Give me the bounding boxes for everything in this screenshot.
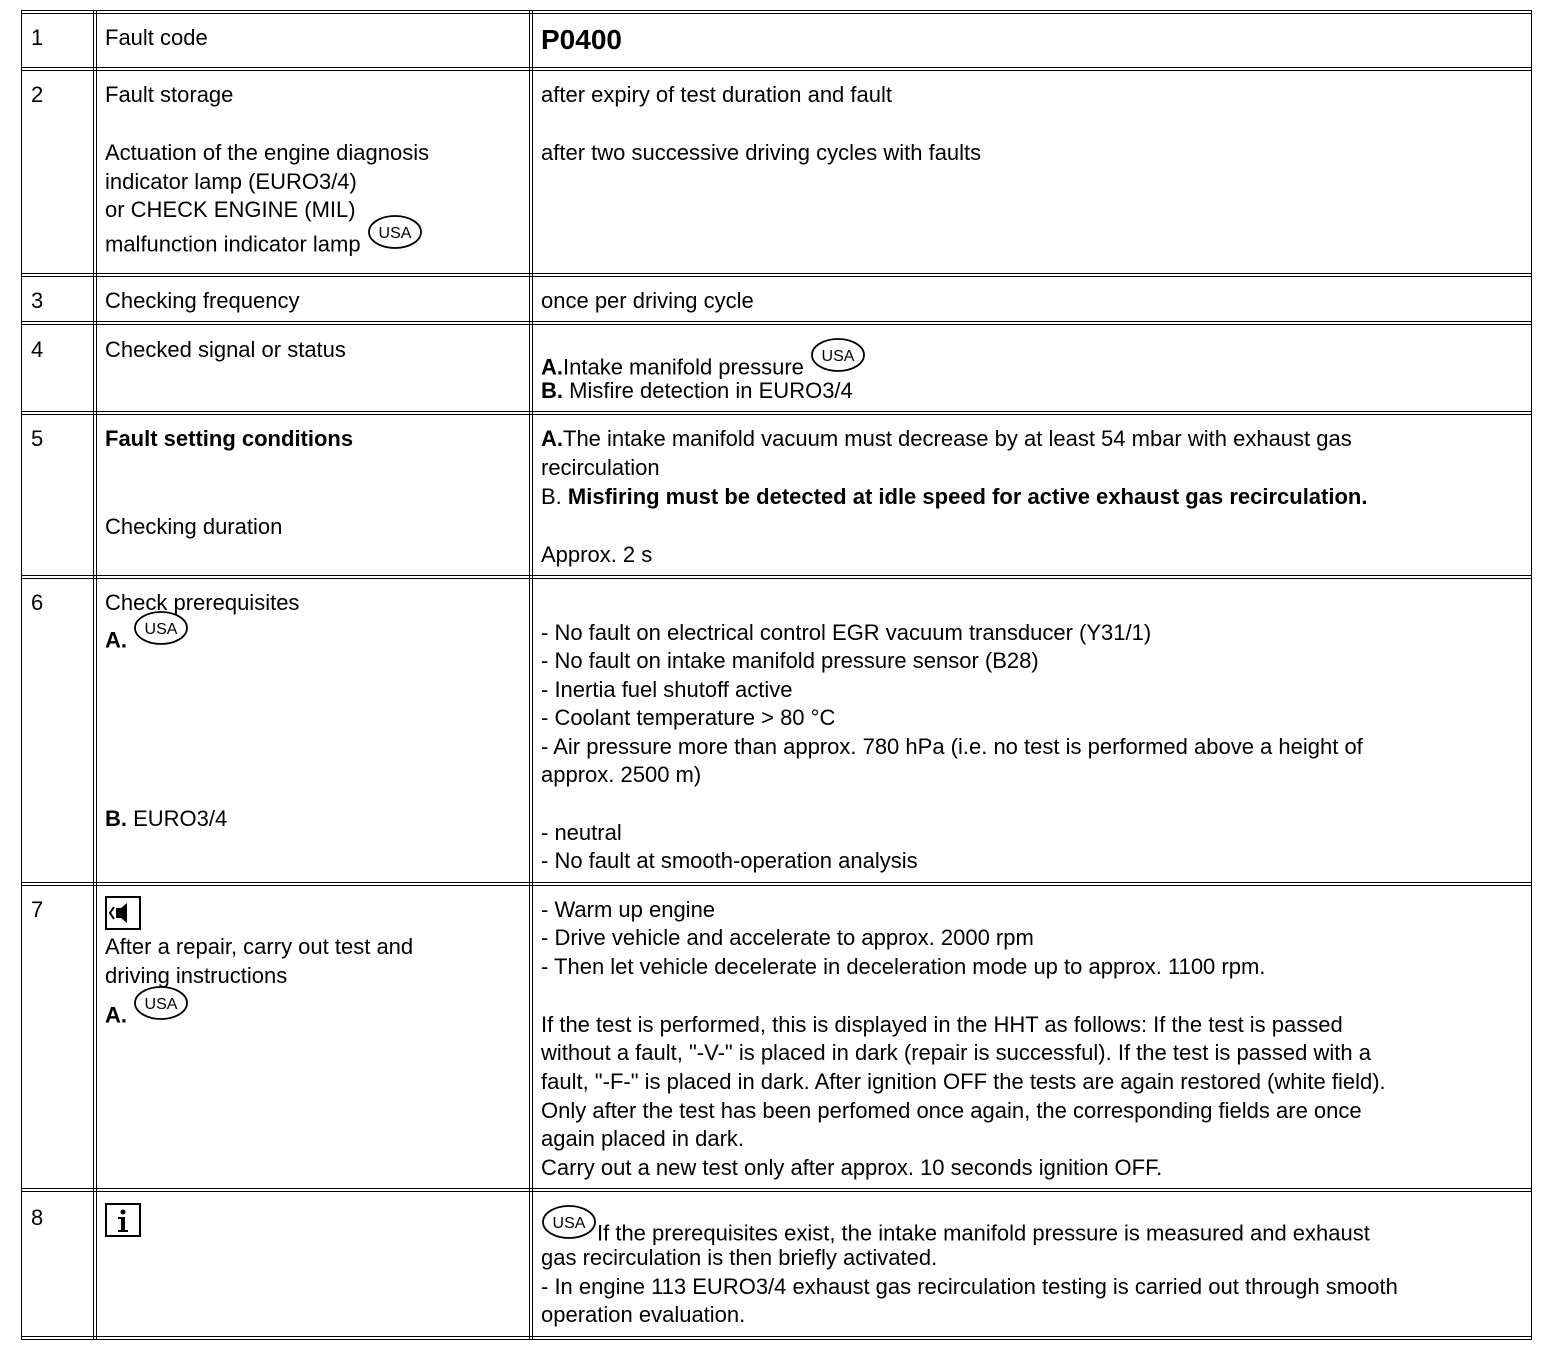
row-number: 4 — [31, 337, 44, 362]
row-number: 5 — [31, 426, 44, 451]
list-item: - Warm up engine — [541, 897, 716, 922]
item-text: EURO3/4 — [127, 806, 228, 831]
row-value — [541, 482, 1367, 511]
item-prefix: A. — [541, 354, 563, 380]
paragraph-line: fault, "-F-" is placed in dark. After ignition OFF the tests are again restored (white field). — [541, 1069, 1386, 1094]
usa-badge-icon — [541, 1204, 597, 1247]
list-item: - Coolant temperature > 80 °C — [541, 705, 836, 730]
list-item: - No fault on intake manifold pressure sensor (B28) — [541, 648, 1039, 673]
list-item: approx. 2500 m) — [541, 762, 702, 787]
list-item: - Drive vehicle and accelerate to approx. 2000 rpm — [541, 925, 1034, 950]
paragraph-line: again placed in dark. — [541, 1126, 745, 1151]
row-value — [541, 424, 1352, 453]
row-number: 6 — [31, 590, 44, 615]
row-value: recirculation — [541, 455, 660, 480]
svg-text:USA: USA — [552, 1215, 586, 1232]
row-label — [105, 620, 189, 663]
row-label — [105, 995, 189, 1038]
row-label: Fault setting conditions — [105, 426, 354, 451]
item-prefix: A. — [105, 627, 127, 653]
usa-badge-icon — [133, 610, 189, 653]
row-label — [105, 804, 227, 833]
fault-table — [21, 10, 1532, 1340]
row-label-line: Actuation of the engine diagnosis — [105, 140, 430, 165]
row-label-line: or CHECK ENGINE (MIL) — [105, 197, 356, 222]
row-label: Checking frequency — [105, 288, 300, 313]
row-label: Fault code — [105, 25, 208, 50]
row-value: once per driving cycle — [541, 288, 754, 313]
row-value: after expiry of test duration and fault — [541, 82, 892, 107]
list-item: - Air pressure more than approx. 780 hPa (i.e. no test is performed above a height of — [541, 734, 1363, 759]
usa-badge-icon — [133, 985, 189, 1028]
svg-text:USA: USA — [144, 621, 178, 638]
row-label: Check prerequisites — [105, 590, 300, 615]
row-number: 2 — [31, 82, 44, 107]
paragraph-line: If the test is performed, this is displayed in the HHT as follows: If the test is passed — [541, 1012, 1343, 1037]
usa-badge-icon — [810, 337, 866, 380]
list-item: - No fault on electrical control EGR vacuum transducer (Y31/1) — [541, 620, 1152, 645]
item-prefix: A. — [541, 426, 563, 451]
row-number: 8 — [31, 1205, 44, 1230]
info-icon — [105, 1203, 141, 1244]
list-item: - neutral — [541, 820, 622, 845]
speaker-test-icon — [105, 896, 141, 937]
row-label: Fault storage — [105, 82, 234, 107]
row-number: 7 — [31, 897, 44, 922]
svg-text:USA: USA — [144, 996, 178, 1013]
row-label: Checking duration — [105, 514, 283, 539]
row-number: 3 — [31, 288, 44, 313]
row-label: Checked signal or status — [105, 337, 346, 362]
paragraph-line: If the prerequisites exist, the intake manifold pressure is measured and exhaust — [597, 1220, 1370, 1246]
row-number: 1 — [31, 25, 44, 50]
paragraph-line: gas recirculation is then briefly activated. — [541, 1245, 938, 1270]
item-prefix: B. — [541, 378, 563, 403]
paragraph-line: operation evaluation. — [541, 1302, 746, 1327]
svg-text:USA: USA — [821, 348, 855, 365]
row-label-line: indicator lamp (EURO3/4) — [105, 169, 357, 194]
item-text: Intake manifold pressure — [563, 354, 804, 380]
row-value — [541, 376, 853, 405]
list-item: - Inertia fuel shutoff active — [541, 677, 793, 702]
fault-code: P0400 — [541, 24, 622, 55]
list-item: - No fault at smooth-operation analysis — [541, 848, 918, 873]
item-text: Misfire detection in EURO3/4 — [563, 378, 853, 403]
row-label: After a repair, carry out test and — [105, 934, 414, 959]
item-text: Misfiring must be detected at idle speed for active exhaust gas recirculation. — [567, 484, 1368, 509]
row-label: driving instructions — [105, 963, 288, 988]
item-prefix: B. — [105, 806, 127, 831]
paragraph-line: Carry out a new test only after approx. 10 seconds ignition OFF. — [541, 1155, 1163, 1180]
list-item: - Then let vehicle decelerate in deceleration mode up to approx. 1100 rpm. — [541, 954, 1266, 979]
item-prefix: A. — [105, 1002, 127, 1028]
paragraph-line: without a fault, "-V-" is placed in dark (repair is successful). If the test is passed with a — [541, 1040, 1371, 1065]
item-text: The intake manifold vacuum must decrease by at least 54 mbar with exhaust gas — [563, 426, 1352, 451]
paragraph-line: - In engine 113 EURO3/4 exhaust gas recirculation testing is carried out through smooth — [541, 1274, 1398, 1299]
row-label-line — [105, 224, 423, 267]
svg-text:USA: USA — [378, 225, 412, 242]
row-value: Approx. 2 s — [541, 542, 653, 567]
label-text: malfunction indicator lamp — [105, 231, 361, 257]
row-value: after two successive driving cycles with faults — [541, 140, 982, 165]
item-prefix: B. — [541, 484, 568, 509]
paragraph-line: Only after the test has been perfomed once again, the corresponding fields are once — [541, 1098, 1362, 1123]
usa-badge-icon — [367, 214, 423, 257]
